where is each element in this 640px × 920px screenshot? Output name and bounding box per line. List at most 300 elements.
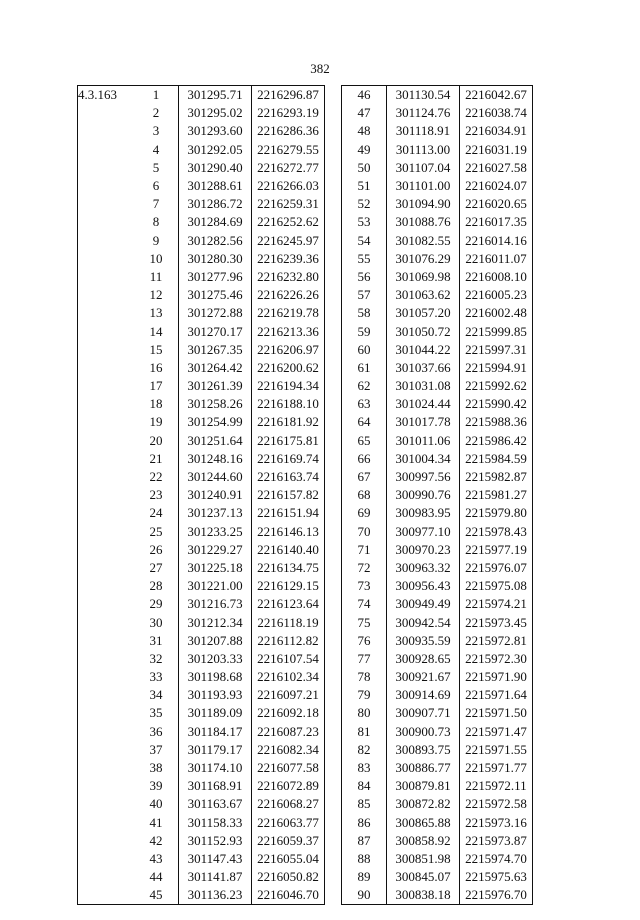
x-coordinate: 301179.17 bbox=[179, 741, 252, 759]
y-coordinate: 2215971.77 bbox=[460, 759, 533, 777]
y-coordinate: 2215975.08 bbox=[460, 577, 533, 595]
y-coordinate: 2216005.23 bbox=[460, 286, 533, 304]
y-coordinate: 2216011.07 bbox=[460, 250, 533, 268]
x-coordinate: 301193.93 bbox=[179, 686, 252, 704]
table-row bbox=[78, 213, 533, 231]
table-row bbox=[78, 613, 533, 631]
x-coordinate: 301237.13 bbox=[179, 504, 252, 522]
x-coordinate: 300921.67 bbox=[387, 668, 460, 686]
x-coordinate: 300886.77 bbox=[387, 759, 460, 777]
point-number: 48 bbox=[342, 122, 387, 140]
x-coordinate: 300977.10 bbox=[387, 523, 460, 541]
point-number: 58 bbox=[342, 304, 387, 322]
x-coordinate: 300942.54 bbox=[387, 613, 460, 631]
table-row bbox=[78, 795, 533, 813]
column-gap bbox=[325, 868, 342, 886]
column-gap bbox=[325, 86, 342, 105]
column-gap bbox=[325, 613, 342, 631]
x-coordinate: 300872.82 bbox=[387, 795, 460, 813]
y-coordinate: 2215973.16 bbox=[460, 814, 533, 832]
column-gap bbox=[325, 723, 342, 741]
y-coordinate: 2216266.03 bbox=[252, 177, 325, 195]
column-gap bbox=[325, 504, 342, 522]
point-number: 59 bbox=[342, 322, 387, 340]
y-coordinate: 2215971.47 bbox=[460, 723, 533, 741]
y-coordinate: 2215979.80 bbox=[460, 504, 533, 522]
point-number: 31 bbox=[149, 632, 163, 648]
point-number: 83 bbox=[342, 759, 387, 777]
point-number: 25 bbox=[149, 523, 163, 539]
x-coordinate: 301094.90 bbox=[387, 195, 460, 213]
point-number: 40 bbox=[149, 796, 163, 812]
point-number: 4 bbox=[152, 141, 160, 157]
point-number: 85 bbox=[342, 795, 387, 813]
column-gap bbox=[325, 250, 342, 268]
column-gap bbox=[325, 523, 342, 541]
column-gap bbox=[325, 286, 342, 304]
point-number: 51 bbox=[342, 177, 387, 195]
x-coordinate: 301284.69 bbox=[179, 213, 252, 231]
point-number: 46 bbox=[342, 86, 387, 105]
y-coordinate: 2215976.70 bbox=[460, 886, 533, 905]
column-gap bbox=[325, 395, 342, 413]
table-row bbox=[78, 395, 533, 413]
column-gap bbox=[325, 886, 342, 905]
point-number: 27 bbox=[149, 559, 163, 575]
point-number: 20 bbox=[149, 432, 163, 448]
x-coordinate: 301031.08 bbox=[387, 377, 460, 395]
table-row bbox=[78, 450, 533, 468]
x-coordinate: 300879.81 bbox=[387, 777, 460, 795]
point-number: 14 bbox=[149, 323, 163, 339]
point-number: 42 bbox=[149, 832, 163, 848]
x-coordinate: 301184.17 bbox=[179, 723, 252, 741]
table-row bbox=[78, 559, 533, 577]
x-coordinate: 300990.76 bbox=[387, 486, 460, 504]
y-coordinate: 2216031.19 bbox=[460, 141, 533, 159]
y-coordinate: 2216123.64 bbox=[252, 595, 325, 613]
x-coordinate: 301267.35 bbox=[179, 341, 252, 359]
table-row bbox=[78, 577, 533, 595]
x-coordinate: 301229.27 bbox=[179, 541, 252, 559]
x-coordinate: 301212.34 bbox=[179, 613, 252, 631]
column-gap bbox=[325, 304, 342, 322]
column-gap bbox=[325, 432, 342, 450]
x-coordinate: 300858.92 bbox=[387, 832, 460, 850]
point-number: 17 bbox=[149, 378, 163, 394]
point-number: 26 bbox=[149, 541, 163, 557]
point-number: 80 bbox=[342, 704, 387, 722]
y-coordinate: 2216296.87 bbox=[252, 86, 325, 105]
point-number: 53 bbox=[342, 213, 387, 231]
point-number: 37 bbox=[149, 741, 163, 757]
point-number: 32 bbox=[149, 650, 163, 666]
x-coordinate: 301017.78 bbox=[387, 413, 460, 431]
x-coordinate: 300838.18 bbox=[387, 886, 460, 905]
x-coordinate: 301082.55 bbox=[387, 232, 460, 250]
x-coordinate: 300956.43 bbox=[387, 577, 460, 595]
y-coordinate: 2216020.65 bbox=[460, 195, 533, 213]
column-gap bbox=[325, 541, 342, 559]
point-number: 57 bbox=[342, 286, 387, 304]
point-number: 13 bbox=[149, 305, 163, 321]
x-coordinate: 301264.42 bbox=[179, 359, 252, 377]
y-coordinate: 2215992.62 bbox=[460, 377, 533, 395]
x-coordinate: 301244.60 bbox=[179, 468, 252, 486]
y-coordinate: 2216169.74 bbox=[252, 450, 325, 468]
x-coordinate: 301258.26 bbox=[179, 395, 252, 413]
column-gap bbox=[325, 268, 342, 286]
x-coordinate: 301275.46 bbox=[179, 286, 252, 304]
column-gap bbox=[325, 468, 342, 486]
column-gap bbox=[325, 759, 342, 777]
y-coordinate: 2215984.59 bbox=[460, 450, 533, 468]
y-coordinate: 2216194.34 bbox=[252, 377, 325, 395]
point-number: 50 bbox=[342, 159, 387, 177]
x-coordinate: 301113.00 bbox=[387, 141, 460, 159]
column-gap bbox=[325, 359, 342, 377]
point-number: 19 bbox=[149, 414, 163, 430]
x-coordinate: 300900.73 bbox=[387, 723, 460, 741]
table-row bbox=[78, 650, 533, 668]
column-gap bbox=[325, 141, 342, 159]
table-row bbox=[78, 814, 533, 832]
y-coordinate: 2216087.23 bbox=[252, 723, 325, 741]
table-row bbox=[78, 523, 533, 541]
table-row bbox=[78, 359, 533, 377]
table-row bbox=[78, 104, 533, 122]
point-number: 75 bbox=[342, 613, 387, 631]
point-number: 69 bbox=[342, 504, 387, 522]
point-number: 76 bbox=[342, 632, 387, 650]
section-number: 4.3.163 bbox=[78, 86, 135, 905]
x-coordinate: 301251.64 bbox=[179, 432, 252, 450]
y-coordinate: 2216027.58 bbox=[460, 159, 533, 177]
x-coordinate: 300997.56 bbox=[387, 468, 460, 486]
column-gap bbox=[325, 413, 342, 431]
point-number: 38 bbox=[149, 760, 163, 776]
x-coordinate: 301174.10 bbox=[179, 759, 252, 777]
y-coordinate: 2216252.62 bbox=[252, 213, 325, 231]
point-number: 56 bbox=[342, 268, 387, 286]
x-coordinate: 301225.18 bbox=[179, 559, 252, 577]
table-row bbox=[78, 595, 533, 613]
y-coordinate: 2216129.15 bbox=[252, 577, 325, 595]
table-row bbox=[78, 668, 533, 686]
y-coordinate: 2215972.11 bbox=[460, 777, 533, 795]
y-coordinate: 2216188.10 bbox=[252, 395, 325, 413]
x-coordinate: 301293.60 bbox=[179, 122, 252, 140]
table-row bbox=[78, 286, 533, 304]
y-coordinate: 2216112.82 bbox=[252, 632, 325, 650]
point-number: 55 bbox=[342, 250, 387, 268]
coordinates-table bbox=[77, 85, 533, 905]
y-coordinate: 2216068.27 bbox=[252, 795, 325, 813]
point-number: 66 bbox=[342, 450, 387, 468]
x-coordinate: 301050.72 bbox=[387, 322, 460, 340]
y-coordinate: 2216017.35 bbox=[460, 213, 533, 231]
table-row bbox=[78, 250, 533, 268]
table-row bbox=[78, 377, 533, 395]
column-gap bbox=[325, 486, 342, 504]
y-coordinate: 2216232.80 bbox=[252, 268, 325, 286]
y-coordinate: 2216038.74 bbox=[460, 104, 533, 122]
point-number: 78 bbox=[342, 668, 387, 686]
x-coordinate: 301198.68 bbox=[179, 668, 252, 686]
table-row bbox=[78, 704, 533, 722]
point-number: 87 bbox=[342, 832, 387, 850]
y-coordinate: 2216272.77 bbox=[252, 159, 325, 177]
y-coordinate: 2215981.27 bbox=[460, 486, 533, 504]
column-gap bbox=[325, 650, 342, 668]
x-coordinate: 301124.76 bbox=[387, 104, 460, 122]
y-coordinate: 2215971.64 bbox=[460, 686, 533, 704]
x-coordinate: 301280.30 bbox=[179, 250, 252, 268]
point-number: 49 bbox=[342, 141, 387, 159]
point-number: 29 bbox=[149, 596, 163, 612]
point-number: 90 bbox=[342, 886, 387, 905]
point-number: 34 bbox=[149, 687, 163, 703]
table-row bbox=[78, 886, 533, 905]
y-coordinate: 2216134.75 bbox=[252, 559, 325, 577]
y-coordinate: 2216259.31 bbox=[252, 195, 325, 213]
x-coordinate: 300949.49 bbox=[387, 595, 460, 613]
point-number: 68 bbox=[342, 486, 387, 504]
y-coordinate: 2215975.63 bbox=[460, 868, 533, 886]
x-coordinate: 301057.20 bbox=[387, 304, 460, 322]
table-row bbox=[78, 413, 533, 431]
y-coordinate: 2215976.07 bbox=[460, 559, 533, 577]
column-gap bbox=[325, 632, 342, 650]
x-coordinate: 300963.32 bbox=[387, 559, 460, 577]
x-coordinate: 301248.16 bbox=[179, 450, 252, 468]
y-coordinate: 2216293.19 bbox=[252, 104, 325, 122]
x-coordinate: 300845.07 bbox=[387, 868, 460, 886]
column-gap bbox=[325, 832, 342, 850]
point-number: 60 bbox=[342, 341, 387, 359]
y-coordinate: 2215974.70 bbox=[460, 850, 533, 868]
point-number: 54 bbox=[342, 232, 387, 250]
y-coordinate: 2215994.91 bbox=[460, 359, 533, 377]
table-row bbox=[78, 504, 533, 522]
x-coordinate: 300928.65 bbox=[387, 650, 460, 668]
point-number: 9 bbox=[152, 232, 160, 248]
point-number: 2 bbox=[152, 105, 160, 121]
y-coordinate: 2216118.19 bbox=[252, 613, 325, 631]
column-gap bbox=[325, 668, 342, 686]
table-row bbox=[78, 177, 533, 195]
y-coordinate: 2215974.21 bbox=[460, 595, 533, 613]
y-coordinate: 2216002.48 bbox=[460, 304, 533, 322]
table-row bbox=[78, 268, 533, 286]
table-row bbox=[78, 541, 533, 559]
point-number: 36 bbox=[149, 723, 163, 739]
y-coordinate: 2216102.34 bbox=[252, 668, 325, 686]
y-coordinate: 2215971.90 bbox=[460, 668, 533, 686]
point-number: 33 bbox=[149, 669, 163, 685]
x-coordinate: 301290.40 bbox=[179, 159, 252, 177]
x-coordinate: 301130.54 bbox=[387, 86, 460, 105]
point-number: 70 bbox=[342, 523, 387, 541]
table-row bbox=[78, 232, 533, 250]
x-coordinate: 301277.96 bbox=[179, 268, 252, 286]
column-gap bbox=[325, 159, 342, 177]
point-number: 10 bbox=[149, 250, 163, 266]
column-gap bbox=[325, 195, 342, 213]
point-number: 45 bbox=[134, 886, 179, 905]
y-coordinate: 2216077.58 bbox=[252, 759, 325, 777]
point-number: 73 bbox=[342, 577, 387, 595]
point-number: 21 bbox=[149, 450, 163, 466]
y-coordinate: 2215978.43 bbox=[460, 523, 533, 541]
point-number: 71 bbox=[342, 541, 387, 559]
column-gap bbox=[325, 577, 342, 595]
y-coordinate: 2216072.89 bbox=[252, 777, 325, 795]
table-row bbox=[78, 122, 533, 140]
y-coordinate: 2215971.50 bbox=[460, 704, 533, 722]
point-number: 65 bbox=[342, 432, 387, 450]
y-coordinate: 2216097.21 bbox=[252, 686, 325, 704]
table-row bbox=[78, 322, 533, 340]
point-number: 15 bbox=[149, 341, 163, 357]
y-coordinate: 2216245.97 bbox=[252, 232, 325, 250]
y-coordinate: 2216206.97 bbox=[252, 341, 325, 359]
x-coordinate: 300914.69 bbox=[387, 686, 460, 704]
x-coordinate: 301254.99 bbox=[179, 413, 252, 431]
point-number: 62 bbox=[342, 377, 387, 395]
point-number: 28 bbox=[149, 578, 163, 594]
y-coordinate: 2216092.18 bbox=[252, 704, 325, 722]
y-coordinate: 2216014.16 bbox=[460, 232, 533, 250]
y-coordinate: 2216200.62 bbox=[252, 359, 325, 377]
x-coordinate: 301288.61 bbox=[179, 177, 252, 195]
point-number: 8 bbox=[152, 214, 160, 230]
point-number: 86 bbox=[342, 814, 387, 832]
y-coordinate: 2216151.94 bbox=[252, 504, 325, 522]
x-coordinate: 301141.87 bbox=[179, 868, 252, 886]
table-row bbox=[78, 432, 533, 450]
x-coordinate: 301295.71 bbox=[179, 86, 252, 105]
y-coordinate: 2216181.92 bbox=[252, 413, 325, 431]
x-coordinate: 301063.62 bbox=[387, 286, 460, 304]
column-gap bbox=[325, 341, 342, 359]
table-row bbox=[78, 486, 533, 504]
y-coordinate: 2215973.45 bbox=[460, 613, 533, 631]
column-gap bbox=[325, 850, 342, 868]
point-number: 7 bbox=[152, 196, 160, 212]
table-row bbox=[78, 159, 533, 177]
point-number: 23 bbox=[149, 487, 163, 503]
x-coordinate: 300893.75 bbox=[387, 741, 460, 759]
point-number: 67 bbox=[342, 468, 387, 486]
x-coordinate: 301272.88 bbox=[179, 304, 252, 322]
table-row bbox=[78, 86, 533, 105]
column-gap bbox=[325, 595, 342, 613]
y-coordinate: 2215986.42 bbox=[460, 432, 533, 450]
y-coordinate: 2216082.34 bbox=[252, 741, 325, 759]
y-coordinate: 2216286.36 bbox=[252, 122, 325, 140]
x-coordinate: 301163.67 bbox=[179, 795, 252, 813]
y-coordinate: 2215972.58 bbox=[460, 795, 533, 813]
y-coordinate: 2215982.87 bbox=[460, 468, 533, 486]
x-coordinate: 301240.91 bbox=[179, 486, 252, 504]
y-coordinate: 2215977.19 bbox=[460, 541, 533, 559]
point-number: 63 bbox=[342, 395, 387, 413]
y-coordinate: 2216163.74 bbox=[252, 468, 325, 486]
x-coordinate: 301136.23 bbox=[179, 886, 252, 905]
x-coordinate: 301147.43 bbox=[179, 850, 252, 868]
column-gap bbox=[325, 741, 342, 759]
x-coordinate: 300983.95 bbox=[387, 504, 460, 522]
point-number: 6 bbox=[152, 178, 160, 194]
x-coordinate: 301076.29 bbox=[387, 250, 460, 268]
column-gap bbox=[325, 704, 342, 722]
y-coordinate: 2216008.10 bbox=[460, 268, 533, 286]
point-number: 16 bbox=[149, 359, 163, 375]
table-row bbox=[78, 468, 533, 486]
point-number: 89 bbox=[342, 868, 387, 886]
point-number: 39 bbox=[149, 778, 163, 794]
point-number: 24 bbox=[149, 505, 163, 521]
y-coordinate: 2215988.36 bbox=[460, 413, 533, 431]
column-gap bbox=[325, 450, 342, 468]
y-coordinate: 2216107.54 bbox=[252, 650, 325, 668]
y-coordinate: 2215973.87 bbox=[460, 832, 533, 850]
x-coordinate: 301118.91 bbox=[387, 122, 460, 140]
table-row bbox=[78, 868, 533, 886]
table-row bbox=[78, 141, 533, 159]
point-number: 82 bbox=[342, 741, 387, 759]
x-coordinate: 301101.00 bbox=[387, 177, 460, 195]
x-coordinate: 301286.72 bbox=[179, 195, 252, 213]
x-coordinate: 301044.22 bbox=[387, 341, 460, 359]
x-coordinate: 301107.04 bbox=[387, 159, 460, 177]
column-gap bbox=[325, 122, 342, 140]
y-coordinate: 2216042.67 bbox=[460, 86, 533, 105]
y-coordinate: 2215972.81 bbox=[460, 632, 533, 650]
x-coordinate: 300935.59 bbox=[387, 632, 460, 650]
point-number: 81 bbox=[342, 723, 387, 741]
point-number: 43 bbox=[149, 850, 163, 866]
point-number: 84 bbox=[342, 777, 387, 795]
x-coordinate: 300851.98 bbox=[387, 850, 460, 868]
point-number: 30 bbox=[149, 614, 163, 630]
x-coordinate: 301004.34 bbox=[387, 450, 460, 468]
point-number: 22 bbox=[149, 469, 163, 485]
x-coordinate: 301158.33 bbox=[179, 814, 252, 832]
column-gap bbox=[325, 777, 342, 795]
column-gap bbox=[325, 322, 342, 340]
x-coordinate: 301069.98 bbox=[387, 268, 460, 286]
y-coordinate: 2216034.91 bbox=[460, 122, 533, 140]
x-coordinate: 301037.66 bbox=[387, 359, 460, 377]
x-coordinate: 301282.56 bbox=[179, 232, 252, 250]
x-coordinate: 301189.09 bbox=[179, 704, 252, 722]
column-gap bbox=[325, 686, 342, 704]
column-gap bbox=[325, 559, 342, 577]
point-number: 74 bbox=[342, 595, 387, 613]
point-number: 12 bbox=[149, 287, 163, 303]
x-coordinate: 301152.93 bbox=[179, 832, 252, 850]
x-coordinate: 301088.76 bbox=[387, 213, 460, 231]
y-coordinate: 2215990.42 bbox=[460, 395, 533, 413]
y-coordinate: 2216055.04 bbox=[252, 850, 325, 868]
y-coordinate: 2216213.36 bbox=[252, 322, 325, 340]
x-coordinate: 301168.91 bbox=[179, 777, 252, 795]
point-number: 3 bbox=[152, 123, 160, 139]
table-row bbox=[78, 777, 533, 795]
point-number: 5 bbox=[152, 159, 160, 175]
